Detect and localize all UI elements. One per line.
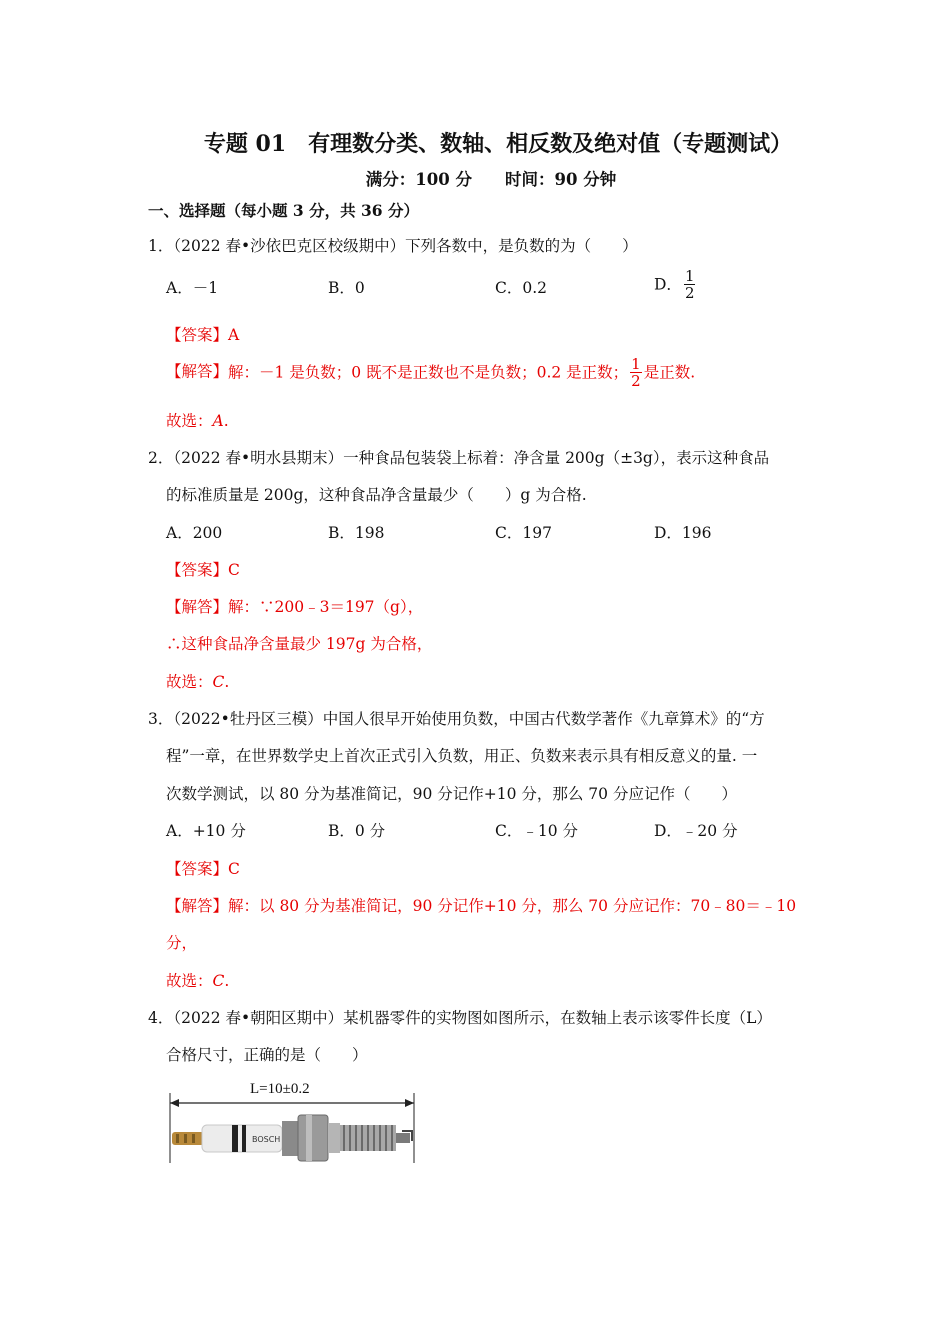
page-title: 专题 01 有理数分类、数轴、相反数及绝对值（专题测试）: [203, 131, 793, 157]
fraction-denominator: 2: [684, 284, 695, 302]
choose-letter: A: [212, 412, 224, 430]
q3-option-b: B．0 分: [328, 822, 386, 840]
solution-text: 解：－1 是负数；0 既不是正数也不是负数；0.2 是正数；: [228, 363, 629, 382]
q3-option-c: C．﹣10 分: [495, 822, 579, 840]
choose-end: .: [224, 972, 230, 990]
question-3: [148, 709, 765, 729]
q1-option-a: A．－1: [166, 279, 219, 297]
q2-choose: [166, 672, 229, 692]
q2-answer: 【答案】C: [166, 561, 240, 579]
solution-label: 【解答】: [166, 362, 229, 381]
question-2: [148, 448, 769, 468]
choose-label: 故选：: [166, 412, 213, 430]
question-stem-line1: （2022 春•朝阳区期中）某机器零件的实物图如图所示，在数轴上表示该零件长度（L）: [173, 1009, 772, 1027]
arrow-right: [405, 1099, 414, 1107]
fraction-numerator: 1: [631, 355, 641, 373]
dimension-label: L=10±0.2: [250, 1081, 310, 1097]
solution-text: 解：∵200﹣3＝197（g），: [228, 598, 424, 616]
choose-label: 故选：: [166, 972, 213, 990]
question-4-line2: 合格尺寸，正确的是（ ）: [166, 1046, 368, 1064]
spark-plug-illustration: [166, 1075, 418, 1165]
question-3-line3: 次数学测试，以 80 分为基准简记，90 分记作+10 分，那么 70 分应记作（ ）: [166, 785, 737, 803]
q3-option-d: D．﹣20 分: [654, 822, 738, 840]
fraction: [630, 356, 642, 389]
q1-solution: [166, 356, 695, 389]
question-3-line2: 程”一章，在世界数学史上首次正式引入负数，用正、负数来表示具有相反意义的量. 一: [166, 747, 758, 765]
question-number: 1．: [148, 237, 174, 255]
q2-solution: [166, 597, 423, 617]
fraction-numerator: 1: [684, 267, 695, 285]
spark-plug-figure: [166, 1075, 418, 1165]
q2-option-b: B．198: [328, 524, 385, 542]
fraction-denominator: 2: [631, 372, 641, 390]
question-number: 3．: [148, 710, 174, 728]
q2-option-d: D．196: [654, 524, 712, 542]
choose-end: .: [224, 673, 230, 691]
hex-nut: [298, 1115, 328, 1161]
fraction: [684, 268, 696, 301]
solution-label: 【解答】: [166, 598, 229, 616]
brand-text: BOSCH: [252, 1135, 281, 1144]
question-number: 4．: [148, 1009, 174, 1027]
q3-choose: [166, 971, 229, 991]
choose-label: 故选：: [166, 673, 213, 691]
choose-letter: C: [212, 673, 225, 691]
q1-option-c: C．0.2: [495, 279, 548, 297]
section-heading: 一、选择题（每小题 3 分，共 36 分）: [148, 201, 419, 220]
electrode: [396, 1133, 410, 1143]
score-time-line: 满分：100 分 时间：90 分钟: [365, 170, 617, 189]
arrow-left: [170, 1099, 179, 1107]
q1-option-d: [654, 268, 697, 301]
question-number: 2．: [148, 449, 174, 467]
question-2-line2: 的标准质量是 200g，这种食品净含量最少（ ）g 为合格.: [166, 486, 587, 504]
choose-letter: C: [212, 972, 225, 990]
q2-solution-line2: ∴这种食品净含量最少 197g 为合格，: [166, 635, 433, 653]
question-stem-line1: （2022•牡丹区三模）中国人很早开始使用负数，中国古代数学著作《九章算术》的“方: [173, 710, 765, 728]
question-stem-line1: （2022 春•明水县期末）一种食品包装袋上标着：净含量 200g（±3g），表示这种食品: [173, 449, 770, 467]
question-4: [148, 1008, 772, 1028]
q2-option-c: C．197: [495, 524, 552, 542]
question-1: [148, 236, 638, 256]
q3-option-a: A．+10 分: [166, 822, 246, 840]
q1-choose: [166, 411, 229, 431]
metal-shell: [282, 1121, 298, 1156]
q3-solution: [166, 896, 796, 916]
choose-end: .: [223, 412, 229, 430]
q3-solution-line2: 分，: [166, 934, 198, 952]
solution-text-end: 是正数.: [643, 363, 696, 382]
option-d-label: D．: [654, 275, 682, 294]
solution-text: 解：以 80 分为基准简记，90 分记作+10 分，那么 70 分应记作：70﹣80＝﹣10: [228, 897, 797, 915]
q1-option-b: B．0: [328, 279, 365, 297]
q1-answer: 【答案】A: [166, 326, 240, 344]
q2-option-a: A．200: [166, 524, 223, 542]
q3-answer: 【答案】C: [166, 860, 240, 878]
question-stem: （2022 春•沙依巴克区校级期中）下列各数中，是负数的为（ ）: [173, 237, 638, 255]
solution-label: 【解答】: [166, 897, 229, 915]
